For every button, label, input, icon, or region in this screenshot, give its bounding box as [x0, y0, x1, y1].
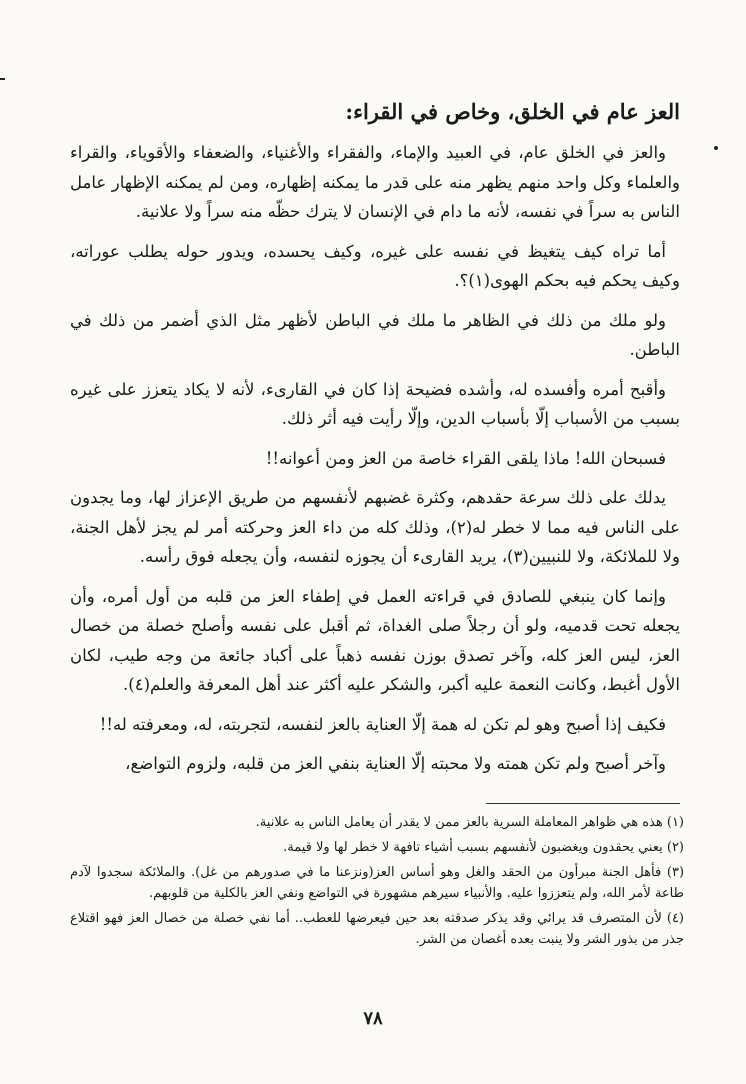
- paragraph: ولو ملك من ذلك في الظاهر ما ملك في الباطن لأظهر مثل الذي أضمر من ذلك في الباطن.: [70, 310, 680, 359]
- footnote: (٣) فأهل الجنة مبرأون من الحقد والغل وهو أساس العز(ونزعنا ما في صدورهم من غل). والملائكة سجدوا لآدم طاعة لأمر الله، ولم يتعززوا عليه. والأنبياء سيرهم مشهورة في التواضع ونفي العز بالكلية من قلوبهم.: [70, 865, 685, 901]
- paragraph: والعز في الخلق عام، في العبيد والإماء، والفقراء والأغنياء، والضعفاء والأقوياء، والقراء والعلماء وكل واحد منهم يظهر منه على قدر ما يمكنه إظهاره، ومن لم يمكنه الإظهار عامل الناس به سراً في نفسه، لأنه ما دام في الإنسان لا يترك حظّه منه سراً ولا علانية.: [70, 143, 680, 221]
- footnote: (٤) لأن المتصرف قد يرائي وقد يذكر صدقته بعد حين فيعرضها للعطب.. أما نفي خصلة من خصال العز فهو اقتلاع جذر من بذور الشر ولا ينبت بعده أغصان من الشر.: [70, 911, 684, 947]
- margin-mark: [0, 78, 5, 80]
- footnotes: [70, 812, 684, 954]
- paragraph: وإنما كان ينبغي للصادق في قراءته العمل في إطفاء العز من قلبه من أول أمره، وأن يجعله تحت قدميه، ولو أن رجلاً صلى الغداة، ثم أقبل على نفسه وأصلح خصلة من خصال العز، ليس العز كله، وآخر تصدق بوزن نفسه ذهباً على أكباد جائعة من وجه طيب، لكان الأول أغبط، وكانت النعمة عليه أكبر، والشكر عليه أكثر عند أهل المعرفة والعلم(٤).: [70, 586, 680, 694]
- paragraph: يدلك على ذلك سرعة حقدهم، وكثرة غضبهم لأنفسهم من طريق الإعزاز لها، وما يجدون على الناس فيه مما لا خطر له(٢)، وذلك كله من داء العز وحركته أمر لم يجز لأهل الجنة، ولا للملائكة، ولا للنبيين(٣)، يريد القارىء أن يجوزه لنفسه، وأن يجعله فوق رأسه.: [70, 488, 680, 566]
- paragraph: وأقبح أمره وأفسده له، وأشده فضيحة إذا كان في القارىء، لأنه لا يكاد يتعزز على غيره بسبب من الأسباب إلّا بأسباب الدين، وإلّا رأيت فيه أثر ذلك.: [70, 379, 680, 428]
- margin-dot: [714, 146, 718, 150]
- footnote: (٢) يعني يحقدون ويغضبون لأنفسهم بسبب أشياء تافهة لا خطر لها ولا قيمة.: [283, 840, 684, 855]
- footnote: (١) هذه هي ظواهر المعاملة السرية بالعز ممن لا يقدر أن يعامل الناس به علانية.: [255, 815, 684, 830]
- paragraph: فسبحان الله! ماذا يلقى القراء خاصة من العز ومن أعوانه!!: [265, 448, 666, 468]
- page-number: ٧٨: [363, 1008, 383, 1029]
- paragraph: وآخر أصبح ولم تكن همته ولا محبته إلّا العناية بنفي العز من قلبه، ولزوم التواضع،: [125, 754, 666, 773]
- main-text: [70, 94, 680, 789]
- paragraph: فكيف إذا أصبح وهو لم تكن له همة إلّا العناية بالعز لنفسه، لتجربته، له، ومعرفته له!!: [99, 714, 666, 734]
- section-heading: العز عام في الخلق، وخاص في القراء:: [345, 99, 680, 124]
- paragraph: أما تراه كيف يتغيظ في نفسه على غيره، وكيف يحسده، ويدور حوله يطلب عوراته، وكيف يحكم فيه بحكم الهوى(١)؟.: [70, 241, 680, 290]
- footnote-separator: [486, 803, 680, 804]
